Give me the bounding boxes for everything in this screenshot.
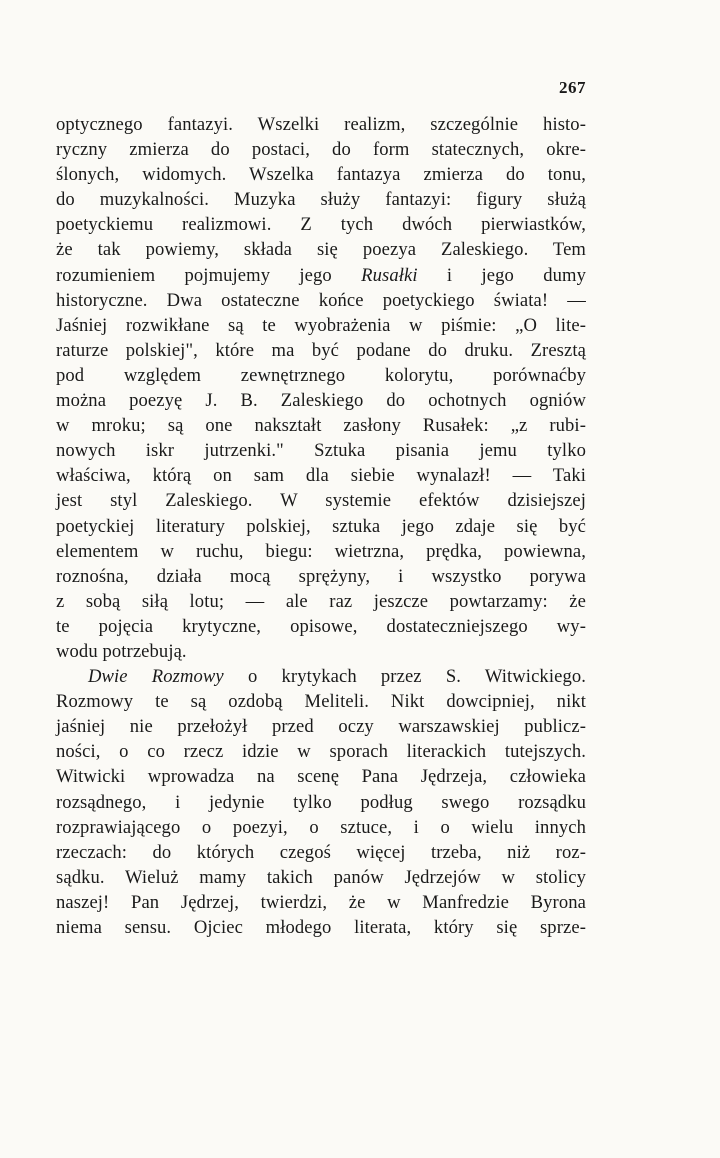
text-line: ryczny zmierza do postaci, do form statecznych, okre-	[56, 139, 586, 161]
text-line: te pojęcia krytyczne, opisowe, dostateczniejszego wy-	[56, 615, 586, 637]
text-line: poetyckiej literatury polskiej, sztuka jego zdaje się być	[56, 515, 586, 537]
text-segment: i jego dumy	[417, 264, 586, 286]
text-line: Witwicki wprowadza na scenę Pana Jędrzeja, człowieka	[56, 766, 586, 788]
page-number: 267	[559, 78, 586, 97]
text-line: historyczne. Dwa ostateczne końce poetyckiego świata! —	[56, 289, 586, 311]
text-line-with-italic	[56, 263, 586, 288]
text-line: elementem w ruchu, biegu: wietrzna, prędka, powiewna,	[56, 540, 586, 562]
italic-title-dwie-rozmowy: Dwie Rozmowy	[88, 666, 224, 688]
text-line: naszej! Pan Jędrzej, twierdzi, że w Manfredzie Byrona	[56, 891, 586, 913]
text-line: niema sensu. Ojciec młodego literata, który się sprze-	[56, 917, 586, 938]
body-text	[56, 112, 586, 940]
text-line: można poezyę J. B. Zaleskiego do ochotnych ogniów	[56, 390, 586, 412]
text-line: w mroku; są one nakształt zasłony Rusałek: „z rubi-	[56, 415, 586, 437]
text-line: nowych iskr jutrzenki." Sztuka pisania jemu tylko	[56, 440, 586, 462]
text-line: sądku. Wieluż mamy takich panów Jędrzejów w stolicy	[56, 866, 586, 888]
text-line: właściwa, którą on sam dla siebie wynalazł! — Taki	[56, 465, 586, 487]
text-line: że tak powiemy, składa się poezya Zaleskiego. Tem	[56, 239, 586, 261]
text-segment: rozumieniem pojmujemy jego	[56, 264, 362, 286]
text-line: pod względem zewnętrznego kolorytu, porównaćby	[56, 364, 586, 386]
text-line: poetyckiemu realizmowi. Z tych dwóch pierwiastków,	[56, 214, 586, 236]
italic-title-rusalki: Rusałki	[361, 264, 418, 286]
text-line: do muzykalności. Muzyka służy fantazyi: figury służą	[56, 189, 586, 211]
text-line: jest styl Zaleskiego. W systemie efektów dzisiejszej	[56, 490, 586, 512]
text-line: Jaśniej rozwikłane są te wyobrażenia w piśmie: „O lite-	[56, 314, 586, 336]
text-line: z sobą siłą lotu; — ale raz jeszcze powtarzamy: że	[56, 590, 586, 612]
text-line: rzeczach: do których czegoś więcej trzeba, niż roz-	[56, 841, 586, 863]
text-line: jaśniej nie przełożył przed oczy warszawskiej publicz-	[56, 716, 586, 738]
text-line: ności, o co rzecz idzie w sporach literackich tutejszych.	[56, 741, 586, 763]
text-line-with-italic	[56, 664, 586, 689]
text-line: wodu potrzebują.	[56, 640, 187, 662]
text-line: ślonych, widomych. Wszelka fantazya zmierza do tonu,	[56, 164, 586, 186]
text-line: rozprawiającego o poezyi, o sztuce, i o wielu innych	[56, 816, 586, 838]
text-line: rozsądnego, i jedynie tylko podług swego rozsądku	[56, 791, 586, 813]
text-line: Rozmowy te są ozdobą Meliteli. Nikt dowcipniej, nikt	[56, 691, 586, 713]
text-line: optycznego fantazyi. Wszelki realizm, szczególnie histo-	[56, 114, 586, 135]
text-line: roznośna, działa mocą sprężyny, i wszystko porywa	[56, 565, 586, 587]
text-line: raturze polskiej", które ma być podane do druku. Zresztą	[56, 339, 586, 361]
text-segment: o krytykach przez S. Witwickiego.	[223, 666, 586, 688]
